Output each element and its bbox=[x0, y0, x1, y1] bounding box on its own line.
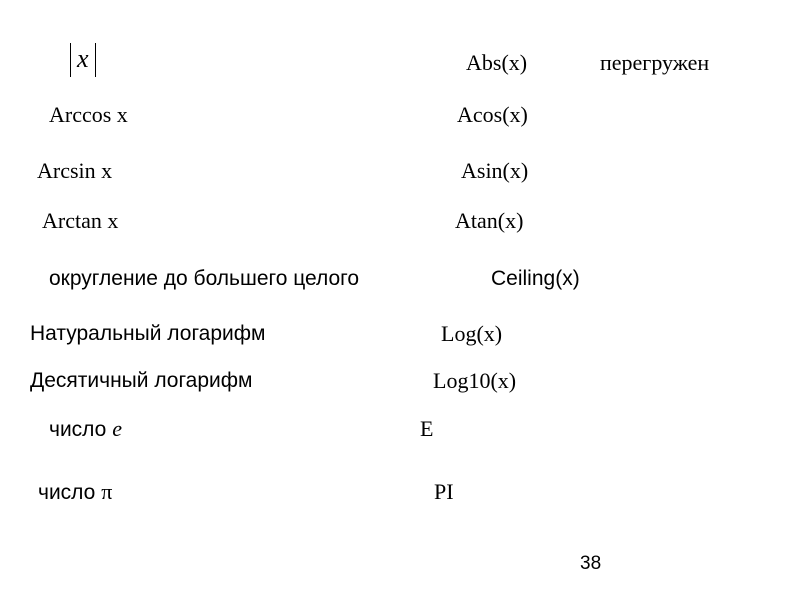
label-number-pi-var: π bbox=[101, 479, 113, 504]
abs-formula bbox=[70, 42, 96, 78]
label-number-e bbox=[49, 418, 122, 440]
label-arcsin: Arcsin x bbox=[37, 158, 113, 183]
method-ceiling: Ceiling(x) bbox=[491, 267, 580, 290]
method-asin: Asin(x) bbox=[461, 158, 529, 183]
label-number-pi bbox=[38, 481, 112, 503]
method-atan: Atan(x) bbox=[455, 208, 524, 233]
label-arctan: Arctan x bbox=[42, 208, 119, 233]
label-arccos: Arccos x bbox=[49, 102, 128, 127]
label-natural-log: Натуральный логарифм bbox=[30, 322, 266, 345]
label-number-e-prefix: число bbox=[49, 418, 113, 441]
abs-bar-right bbox=[95, 43, 96, 77]
method-e: E bbox=[420, 416, 434, 441]
method-log10: Log10(x) bbox=[433, 368, 517, 393]
label-number-e-var: e bbox=[112, 416, 122, 441]
page-number: 38 bbox=[580, 553, 602, 574]
label-number-pi-prefix: число bbox=[38, 481, 102, 504]
abs-variable: x bbox=[77, 44, 89, 73]
method-acos: Acos(x) bbox=[457, 102, 528, 127]
method-pi: PI bbox=[434, 479, 454, 504]
overload-note: перегружен bbox=[600, 50, 710, 75]
label-ceiling: округление до большего целого bbox=[49, 267, 360, 290]
label-decimal-log: Десятичный логарифм bbox=[30, 369, 253, 392]
method-abs: Abs(x) bbox=[466, 50, 528, 75]
method-log: Log(x) bbox=[441, 321, 503, 346]
